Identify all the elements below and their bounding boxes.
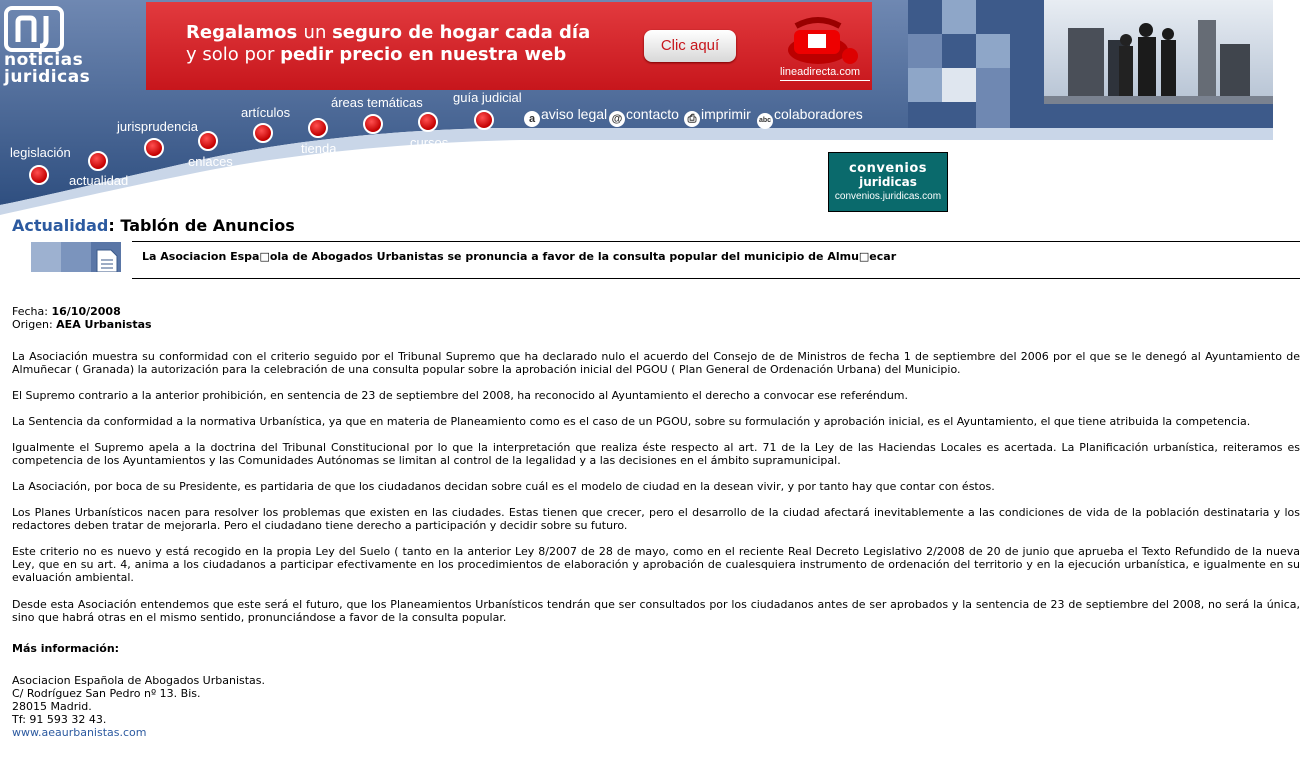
nav-dot-guia-judicial[interactable]: [474, 110, 494, 130]
headline-text: La Asociacion Espa□ola de Abogados Urbanistas se pronuncia a favor de la consulta popular del municipio de Almu□ecar: [142, 250, 897, 263]
logo-line2: juridicas: [4, 67, 91, 87]
nav-enlaces[interactable]: enlaces: [188, 154, 233, 169]
article-paragraph: Los Planes Urbanísticos nacen para resolver los problemas que existen en las ciudades. Estas tienen que crecer, pero el desarrollo de la ciudad afectará inevitablemente a las condiciones de vida de la población destinataria y los redactores deben tratar de mejorarla. Pero el ciudadano tiene derecho a participación y decidir sobre su futuro.: [12, 506, 1300, 532]
section-name[interactable]: Actualidad: [12, 216, 109, 235]
nav-tienda[interactable]: tienda: [301, 141, 337, 156]
at-icon: @: [609, 111, 625, 127]
article-paragraph: Desde esta Asociación entendemos que este será el futuro, que los Planeamientos Urbanísticos tendrán que ser consultados por los ciudadanos antes de ser aprobados y la sentencia de 23 de septiembre del 2008, no será la única, sino que habrá otras en el mismo sentido, pronunciándose a favor de la consulta popular.: [12, 598, 1300, 624]
tool-contacto[interactable]: [609, 105, 679, 123]
article-paragraph: La Asociación, por boca de su Presidente, es partidaria de que los ciudadanos decidan sobre cuál es el modelo de ciudad en la desean vivir, y por tanto hay que contar con éstos.: [12, 480, 995, 493]
nav-dot-legislacion[interactable]: [29, 165, 49, 185]
city-photo: [908, 0, 1273, 128]
printer-icon: ⎙: [684, 111, 700, 127]
nav-legislacion[interactable]: legislación: [10, 145, 71, 160]
tool-colaboradores[interactable]: [757, 105, 863, 123]
banner-brand: lineadirecta.com: [780, 66, 861, 78]
nav-areas-tematicas[interactable]: áreas temáticas: [331, 95, 423, 110]
tool-label: imprimir: [701, 106, 751, 122]
convenios-url: convenios.juridicas.com: [834, 191, 942, 202]
article-paragraph: El Supremo contrario a la anterior prohibición, en sentencia de 23 de septiembre del 2008, ha reconocido al Ayuntamiento el derecho a convocar ese referéndum.: [12, 389, 909, 402]
nav-actualidad[interactable]: actualidad: [69, 173, 129, 188]
website-link[interactable]: www.aeaurbanistas.com: [12, 726, 147, 739]
aviso-legal-icon: a: [524, 111, 540, 127]
tool-aviso-legal[interactable]: [524, 105, 607, 123]
convenios-juridicas-banner[interactable]: [828, 152, 948, 212]
article-paragraph: La Sentencia da conformidad a la normativa Urbanística, ya que en materia de Planeamiento como es el caso de un PGOU, sobre su formulación y aprobación inicial, es el Ayuntamiento, el que tiene atribuida la competencia.: [12, 415, 1251, 428]
nav-guia-judicial[interactable]: guía judicial: [453, 90, 522, 105]
nav-dot-enlaces[interactable]: [198, 131, 218, 151]
convenios-line1: convenios: [848, 161, 928, 176]
date-value: 16/10/2008: [51, 305, 121, 318]
nav-dot-articulos[interactable]: [253, 123, 273, 143]
tool-imprimir[interactable]: [684, 105, 751, 123]
ad-banner[interactable]: [146, 2, 872, 90]
address-line: Tf: 91 593 32 43.: [12, 713, 107, 726]
banner-line2: y solo por pedir precio en nuestra web: [186, 44, 567, 65]
date-line: Fecha: 16/10/2008: [12, 305, 121, 318]
nav-jurisprudencia[interactable]: jurisprudencia: [117, 119, 198, 134]
tool-label: contacto: [626, 106, 679, 122]
nav-cursos[interactable]: cursos: [410, 135, 449, 150]
banner-line1: Regalamos un seguro de hogar cada día: [186, 22, 591, 43]
convenios-line2: juridicas: [859, 175, 917, 189]
tool-label: colaboradores: [774, 106, 863, 122]
article-paragraph: Igualmente el Supremo apela a la doctrina del Tribunal Constitucional por lo que la interpretación que realiza éste respecto al art. 71 de la Ley de las Haciendas Locales es acertada. La Planificación urbanística, reiteramos es competencia de los Ayuntamientos y las Comunidades Autónomas se limitan al control de la legalidad y a las decisiones en el ámbito supramunicipal.: [12, 441, 1300, 467]
origin-value: AEA Urbanistas: [56, 318, 152, 331]
news-document-icon: [31, 242, 121, 272]
phone-icon: [784, 16, 862, 68]
nav-dot-tienda[interactable]: [308, 118, 328, 138]
logo-mark-icon: [4, 6, 64, 52]
nav-dot-actualidad[interactable]: [88, 151, 108, 171]
tool-label: aviso legal: [541, 106, 608, 122]
logo-line1: noticias: [4, 50, 84, 70]
address-line: Asociacion Española de Abogados Urbanistas.: [12, 674, 266, 687]
logo-text[interactable]: [4, 52, 90, 86]
banner-brand-underline: [780, 80, 870, 81]
address-line: 28015 Madrid.: [12, 700, 92, 713]
nav-dot-cursos[interactable]: [418, 112, 438, 132]
banner-click-button[interactable]: Clic aquí: [644, 30, 736, 62]
page-name: Tablón de Anuncios: [120, 216, 295, 235]
article-paragraph: Este criterio no es nuevo y está recogido en la propia Ley del Suelo ( tanto en la anterior Ley 8/2007 de 28 de mayo, como en el reciente Real Decreto Legislativo 2/2008 de 20 de junio que aprueba el Texto Refundido de la nueva Ley, que en su art. 4, anima a los ciudadanos a participar efectivamente en los procedimientos de elaboración y aprobación de cualesquiera instrumento de ordenación del territorio y en la ejecución urbanística, e igualmente en su evaluación ambiental.: [12, 545, 1300, 584]
abc-icon: abc: [757, 113, 773, 129]
nav-articulos[interactable]: artículos: [241, 105, 291, 120]
nav-dot-areas-tematicas[interactable]: [363, 114, 383, 134]
origin-line: Origen: AEA Urbanistas: [12, 318, 152, 331]
address-line: C/ Rodríguez San Pedro nº 13. Bis.: [12, 687, 201, 700]
news-headline: [132, 241, 1300, 279]
article-paragraph: La Asociación muestra su conformidad con el criterio seguido por el Tribunal Supremo que ha declarado nulo el acuerdo del Consejo de de Ministros de fecha 1 de septiembre del 2006 por el que se le denegó al Ayuntamiento de Almuñecar ( Granada) la autorización para la celebración de una consulta popular sobre la aprobación inicial del PGOU ( Plan General de Ordenación Urbana) del Municipio.: [12, 350, 1300, 376]
more-info-heading: Más información:: [12, 642, 120, 655]
page-title: Actualidad: Tablón de Anuncios: [12, 216, 295, 235]
nav-dot-jurisprudencia[interactable]: [144, 138, 164, 158]
site-header: [0, 0, 1311, 215]
